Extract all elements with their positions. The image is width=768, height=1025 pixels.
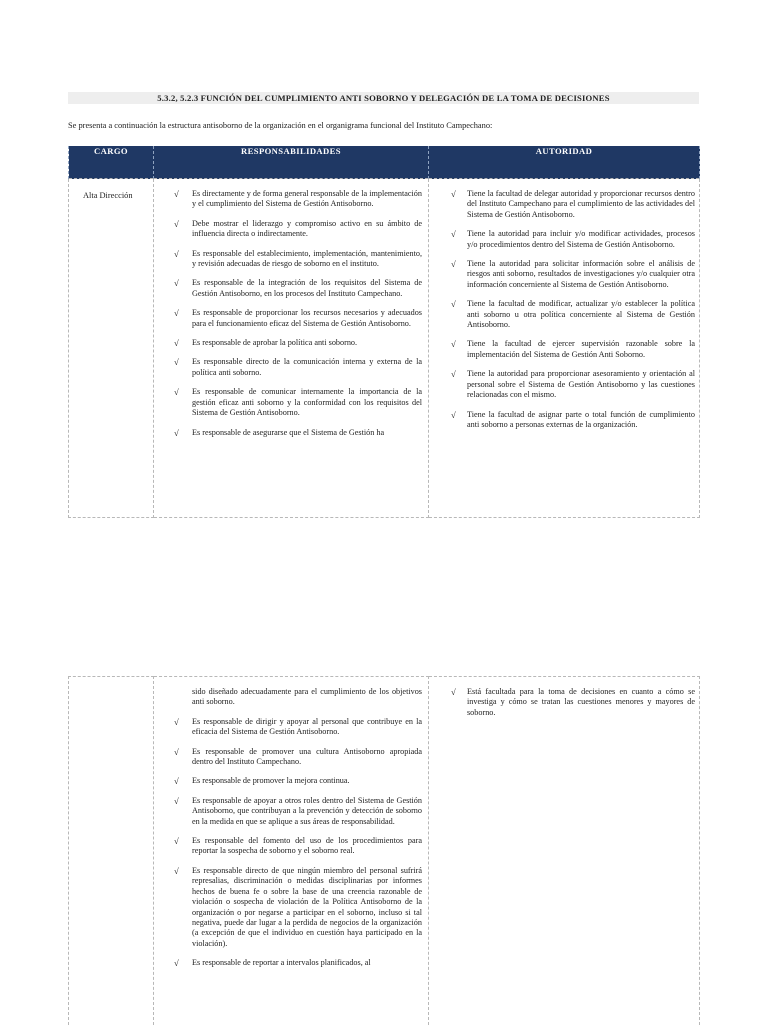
item-text: Es responsable de promover una cultura Antisoborno apropiada dentro del Instituto Campechano. bbox=[192, 747, 422, 766]
checkmark-icon: √ bbox=[451, 687, 456, 697]
item-text: Es responsable de comunicar internamente la importancia de la gestión eficaz anti soborno y la conformidad con los requisitos del Sistema de Gestión Antisoborno. bbox=[192, 387, 422, 417]
list-item bbox=[429, 687, 699, 718]
list-item bbox=[154, 796, 428, 827]
table-row bbox=[69, 179, 700, 518]
item-text: Es responsable de proporcionar los recursos necesarios y adecuados para el funcionamiento eficaz del Sistema de Gestión Antisoborno. bbox=[192, 308, 422, 327]
header-autoridad: AUTORIDAD bbox=[429, 146, 700, 179]
checkmark-icon: √ bbox=[451, 189, 456, 199]
anti-bribery-table-page2 bbox=[68, 676, 700, 1025]
item-text: Es directamente y de forma general responsable de la implementación y el cumplimiento del Sistema de Gestión Antisoborno. bbox=[192, 189, 422, 208]
autoridad-cell bbox=[429, 677, 700, 1025]
checkmark-icon: √ bbox=[174, 717, 179, 727]
item-text: Es responsable de aprobar la política anti soborno. bbox=[192, 338, 357, 347]
checkmark-icon: √ bbox=[451, 369, 456, 379]
checkmark-icon: √ bbox=[451, 299, 456, 309]
item-text: Debe mostrar el liderazgo y compromiso activo en su ámbito de influencia directa o indirectamente. bbox=[192, 219, 422, 238]
item-text: Tiene la facultad de asignar parte o total función de cumplimiento anti soborno a personas externas de la organización. bbox=[467, 410, 695, 431]
list-item bbox=[429, 259, 699, 290]
checkmark-icon: √ bbox=[174, 219, 179, 229]
list-item bbox=[429, 189, 699, 220]
list-item bbox=[154, 776, 428, 786]
list-item bbox=[154, 308, 428, 329]
autoridad-cell bbox=[429, 179, 700, 518]
list-item bbox=[154, 387, 428, 418]
list-item bbox=[154, 958, 428, 968]
list-item bbox=[154, 866, 428, 949]
item-text: Tiene la autoridad para incluir y/o modificar actividades, procesos y/o procedimientos dentro del Sistema de Gestión Antisoborno. bbox=[467, 229, 695, 250]
checkmark-icon: √ bbox=[451, 229, 456, 239]
list-item bbox=[154, 747, 428, 768]
checkmark-icon: √ bbox=[451, 259, 456, 269]
item-text: Tiene la facultad de delegar autoridad y proporcionar recursos dentro del Instituto Campechano para el cumplimiento de las actividades del Sistema de Gestión Antisoborno. bbox=[467, 189, 695, 220]
item-text: Tiene la autoridad para solicitar información sobre el análisis de riesgos anti soborno, resultados de investigaciones y/o cualquier otra información concerniente al Sistema de Gestión Antisoborno. bbox=[467, 259, 695, 290]
checkmark-icon: √ bbox=[451, 339, 456, 349]
list-item bbox=[154, 249, 428, 270]
item-text: Es responsable directo de que ningún miembro del personal sufrirá represalias, discriminación o medidas disciplinarias por informes hechos de buena fe o sobre la base de una creencia razonable de violación o sospecha de violación de la Política Antisoborno de la organización o por negarse a participar en el soborno, incluso si tal negativa, puede dar lugar a la perdida de negocios de la organización (a excepción de que el individuo en cuestión haya participado en la violación). bbox=[192, 866, 422, 948]
anti-bribery-table-page1 bbox=[68, 146, 700, 518]
list-item bbox=[154, 189, 428, 210]
list-item bbox=[429, 339, 699, 360]
checkmark-icon: √ bbox=[174, 747, 179, 757]
list-item bbox=[429, 369, 699, 400]
list-item bbox=[154, 717, 428, 738]
list-item bbox=[429, 229, 699, 250]
checkmark-icon: √ bbox=[174, 866, 179, 876]
header-cargo: CARGO bbox=[69, 146, 154, 179]
list-item bbox=[154, 219, 428, 240]
list-item bbox=[429, 299, 699, 330]
table-row bbox=[69, 677, 700, 1025]
checkmark-icon: √ bbox=[174, 958, 179, 968]
item-text: Es responsable del fomento del uso de los procedimientos para reportar la sospecha de soborno y el soborno real. bbox=[192, 836, 422, 855]
checkmark-icon: √ bbox=[174, 249, 179, 259]
item-text: Es responsable de dirigir y apoyar al personal que contribuye en la eficacia del Sistema de Gestión Antisoborno. bbox=[192, 717, 422, 736]
responsabilidades-cell bbox=[154, 179, 429, 518]
item-text: Es responsable directo de la comunicación interna y externa de la política anti soborno. bbox=[192, 357, 422, 376]
item-text: Es responsable de asegurarse que el Sistema de Gestión ha bbox=[192, 428, 384, 437]
cargo-cell: Alta Dirección bbox=[69, 179, 154, 518]
responsabilidades-cell bbox=[154, 677, 429, 1025]
checkmark-icon: √ bbox=[174, 189, 179, 199]
checkmark-icon: √ bbox=[174, 796, 179, 806]
list-item bbox=[429, 410, 699, 431]
item-text: Es responsable de promover la mejora continua. bbox=[192, 776, 350, 785]
cargo-cell-empty bbox=[69, 677, 154, 1025]
list-item bbox=[154, 338, 428, 348]
item-text: Es responsable de reportar a intervalos planificados, al bbox=[192, 958, 371, 967]
item-text: Está facultada para la toma de decisiones en cuanto a cómo se investiga y cómo se tratan las cuestiones menores y mayores de soborno. bbox=[467, 687, 695, 718]
intro-paragraph: Se presenta a continuación la estructura antisoborno de la organización en el organigrama funcional del Instituto Campechano: bbox=[68, 120, 699, 131]
checkmark-icon: √ bbox=[174, 776, 179, 786]
checkmark-icon: √ bbox=[451, 410, 456, 420]
item-text: Es responsable de apoyar a otros roles dentro del Sistema de Gestión Antisoborno, que contribuyan a la prevención y detección de soborno en la medida en que se aplique a sus áreas de responsabilidad. bbox=[192, 796, 422, 826]
checkmark-icon: √ bbox=[174, 387, 179, 397]
checkmark-icon: √ bbox=[174, 308, 179, 318]
item-text: Tiene la facultad de modificar, actualizar y/o establecer la política anti soborno u otra política concerniente al Sistema de Gestión Antisoborno. bbox=[467, 299, 695, 330]
item-text: Tiene la autoridad para proporcionar asesoramiento y orientación al personal sobre el Sistema de Gestión Antisoborno y las cuestiones relacionadas con el mismo. bbox=[467, 369, 695, 400]
list-item bbox=[154, 357, 428, 378]
checkmark-icon: √ bbox=[174, 836, 179, 846]
item-text: Es responsable de la integración de los requisitos del Sistema de Gestión Antisoborno, en los procesos del Instituto Campechano. bbox=[192, 278, 422, 297]
item-text: Es responsable del establecimiento, implementación, mantenimiento, y revisión adecuadas de riesgo de soborno en el instituto. bbox=[192, 249, 422, 268]
list-item bbox=[154, 836, 428, 857]
list-item bbox=[154, 428, 428, 438]
checkmark-icon: √ bbox=[174, 278, 179, 288]
checkmark-icon: √ bbox=[174, 428, 179, 438]
section-title: 5.3.2, 5.2.3 FUNCIÓN DEL CUMPLIMIENTO ANTI SOBORNO Y DELEGACIÓN DE LA TOMA DE DECISIONES bbox=[68, 92, 699, 104]
continued-text: sido diseñado adecuadamente para el cumplimiento de los objetivos anti soborno. bbox=[154, 677, 428, 708]
item-text: Tiene la facultad de ejercer supervisión razonable sobre la implementación del Sistema de Gestión Anti Soborno. bbox=[467, 339, 695, 360]
checkmark-icon: √ bbox=[174, 338, 179, 348]
list-item bbox=[154, 278, 428, 299]
checkmark-icon: √ bbox=[174, 357, 179, 367]
header-responsabilidades: RESPONSABILIDADES bbox=[154, 146, 429, 179]
